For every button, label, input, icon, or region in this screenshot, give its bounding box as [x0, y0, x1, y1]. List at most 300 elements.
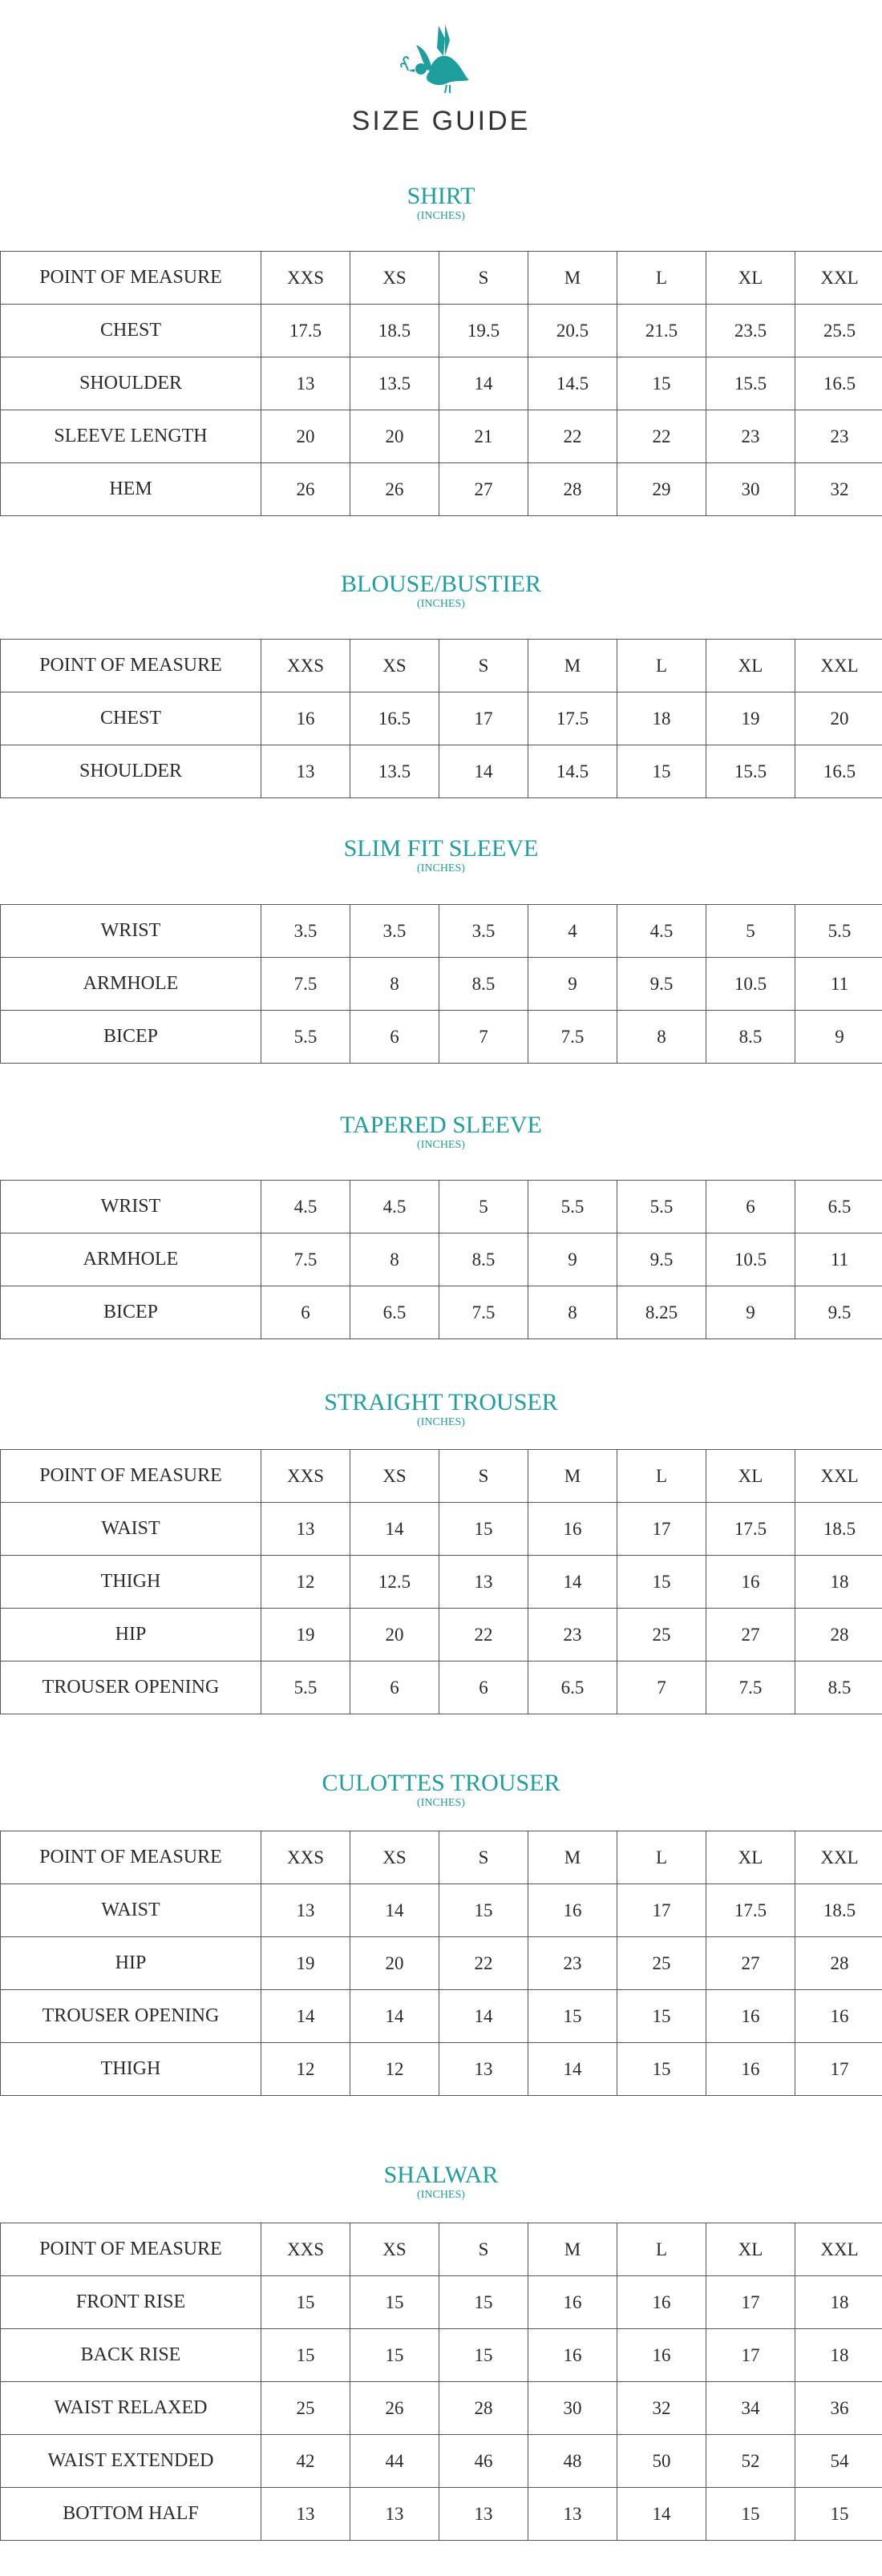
- table-row: [1, 2329, 882, 2382]
- measure-value: 18.5: [350, 305, 439, 357]
- measure-value: 17.5: [261, 305, 350, 357]
- dove-with-olive-branch-icon: [397, 24, 485, 108]
- size-table-shirt: [0, 251, 882, 516]
- measure-value: 4.5: [261, 1181, 350, 1233]
- measure-value: 7.5: [439, 1286, 528, 1339]
- column-header: L: [617, 252, 706, 305]
- column-header: XS: [350, 1450, 439, 1503]
- column-header: POINT OF MEASURE: [1, 252, 261, 305]
- column-header: M: [528, 640, 617, 692]
- table-row: [1, 2488, 882, 2541]
- measure-value: 6: [350, 1011, 439, 1064]
- measure-value: 22: [439, 1937, 528, 1990]
- section-heading-culottes-trouser: [0, 1770, 882, 1810]
- table-row: [1, 1503, 882, 1556]
- measure-value: 48: [528, 2435, 617, 2488]
- column-header: XXL: [795, 640, 882, 692]
- measure-value: 16: [706, 1556, 795, 1609]
- measure-value: 44: [350, 2435, 439, 2488]
- section-unit: (INCHES): [417, 862, 465, 874]
- measure-value: 34: [706, 2382, 795, 2435]
- measure-value: 4.5: [617, 905, 706, 958]
- table-row: [1, 905, 882, 958]
- column-header: S: [439, 640, 528, 692]
- table-header-row: [1, 1831, 882, 1884]
- measure-value: 14: [439, 745, 528, 798]
- column-header: XS: [350, 640, 439, 692]
- measure-value: 28: [795, 1609, 882, 1661]
- measure-value: 13: [261, 2488, 350, 2541]
- measure-label: HIP: [1, 1937, 261, 1990]
- column-header: XXL: [795, 252, 882, 305]
- measure-label: SHOULDER: [1, 745, 261, 798]
- column-header: L: [617, 1450, 706, 1503]
- measure-value: 7.5: [261, 958, 350, 1011]
- measure-value: 19: [706, 692, 795, 745]
- table-row: [1, 305, 882, 357]
- measure-value: 14: [439, 1990, 528, 2043]
- measure-value: 21: [439, 410, 528, 463]
- measure-label: BICEP: [1, 1286, 261, 1339]
- measure-value: 8.25: [617, 1286, 706, 1339]
- column-header: XXS: [261, 2223, 350, 2276]
- measure-value: 14.5: [528, 357, 617, 410]
- measure-value: 13: [439, 2488, 528, 2541]
- measure-value: 10.5: [706, 1233, 795, 1286]
- measure-value: 8: [528, 1286, 617, 1339]
- measure-value: 19: [261, 1609, 350, 1661]
- table-header-row: [1, 252, 882, 305]
- measure-value: 18.5: [795, 1884, 882, 1937]
- table-header-row: [1, 1450, 882, 1503]
- measure-value: 23.5: [706, 305, 795, 357]
- measure-value: 5: [439, 1181, 528, 1233]
- measure-value: 21.5: [617, 305, 706, 357]
- measure-value: 6: [439, 1661, 528, 1714]
- measure-value: 11: [795, 958, 882, 1011]
- measure-label: THIGH: [1, 2043, 261, 2096]
- measure-label: WAIST: [1, 1503, 261, 1556]
- measure-value: 46: [439, 2435, 528, 2488]
- measure-value: 30: [706, 463, 795, 516]
- measure-value: 7: [439, 1011, 528, 1064]
- measure-value: 13.5: [350, 745, 439, 798]
- measure-value: 8: [350, 1233, 439, 1286]
- measure-value: 13: [261, 1884, 350, 1937]
- measure-value: 16: [528, 2276, 617, 2329]
- measure-label: HIP: [1, 1609, 261, 1661]
- measure-value: 16: [261, 692, 350, 745]
- measure-value: 13: [439, 2043, 528, 2096]
- measure-label: TROUSER OPENING: [1, 1661, 261, 1714]
- measure-value: 5.5: [261, 1011, 350, 1064]
- table-row: [1, 1884, 882, 1937]
- measure-value: 8.5: [439, 1233, 528, 1286]
- section-heading-shirt: [0, 183, 882, 223]
- table-row: [1, 1556, 882, 1609]
- measure-value: 9: [528, 958, 617, 1011]
- measure-label: THIGH: [1, 1556, 261, 1609]
- column-header: XL: [706, 252, 795, 305]
- column-header: XXL: [795, 1450, 882, 1503]
- column-header: L: [617, 640, 706, 692]
- measure-value: 15: [528, 1990, 617, 2043]
- measure-value: 20: [350, 1609, 439, 1661]
- measure-value: 5.5: [528, 1181, 617, 1233]
- column-header: XL: [706, 1450, 795, 1503]
- measure-value: 18: [795, 2329, 882, 2382]
- measure-value: 11: [795, 1233, 882, 1286]
- measure-value: 26: [350, 2382, 439, 2435]
- measure-value: 14: [528, 2043, 617, 2096]
- measure-value: 28: [795, 1937, 882, 1990]
- measure-value: 13: [439, 1556, 528, 1609]
- column-header: M: [528, 1450, 617, 1503]
- measure-value: 17: [617, 1884, 706, 1937]
- measure-value: 6.5: [350, 1286, 439, 1339]
- table-row: [1, 1990, 882, 2043]
- measure-value: 18: [795, 2276, 882, 2329]
- size-table-tapered-sleeve: [0, 1180, 882, 1339]
- measure-value: 25.5: [795, 305, 882, 357]
- measure-value: 7.5: [261, 1233, 350, 1286]
- column-header: L: [617, 1831, 706, 1884]
- measure-value: 6.5: [795, 1181, 882, 1233]
- measure-value: 20: [350, 410, 439, 463]
- section-title: TAPERED SLEEVE: [340, 1112, 542, 1138]
- measure-value: 9.5: [617, 958, 706, 1011]
- table-row: [1, 2382, 882, 2435]
- page-title: SIZE GUIDE: [351, 106, 531, 136]
- measure-value: 13: [528, 2488, 617, 2541]
- measure-value: 50: [617, 2435, 706, 2488]
- section-unit: (INCHES): [417, 210, 465, 222]
- table-header-row: [1, 640, 882, 692]
- column-header: M: [528, 2223, 617, 2276]
- measure-label: SHOULDER: [1, 357, 261, 410]
- table-row: [1, 1181, 882, 1233]
- column-header: XXS: [261, 1450, 350, 1503]
- measure-value: 15: [795, 2488, 882, 2541]
- measure-value: 20: [350, 1937, 439, 1990]
- measure-value: 15: [261, 2276, 350, 2329]
- measure-value: 20: [795, 692, 882, 745]
- column-header: XXL: [795, 1831, 882, 1884]
- section-heading-tapered-sleeve: [0, 1112, 882, 1152]
- measure-label: CHEST: [1, 305, 261, 357]
- measure-value: 25: [261, 2382, 350, 2435]
- measure-value: 8: [617, 1011, 706, 1064]
- section-title: CULOTTES TROUSER: [322, 1770, 560, 1796]
- measure-value: 28: [439, 2382, 528, 2435]
- measure-value: 9.5: [795, 1286, 882, 1339]
- section-heading-blouse-bustier: [0, 571, 882, 611]
- measure-value: 5.5: [795, 905, 882, 958]
- measure-value: 15.5: [706, 745, 795, 798]
- measure-value: 22: [439, 1609, 528, 1661]
- measure-value: 15: [350, 2276, 439, 2329]
- measure-label: FRONT RISE: [1, 2276, 261, 2329]
- measure-value: 25: [617, 1609, 706, 1661]
- measure-value: 17: [706, 2276, 795, 2329]
- measure-value: 15: [706, 2488, 795, 2541]
- measure-value: 32: [617, 2382, 706, 2435]
- measure-label: BOTTOM HALF: [1, 2488, 261, 2541]
- column-header: M: [528, 1831, 617, 1884]
- measure-value: 18: [795, 1556, 882, 1609]
- measure-value: 12.5: [350, 1556, 439, 1609]
- table-row: [1, 1233, 882, 1286]
- measure-value: 5.5: [261, 1661, 350, 1714]
- measure-value: 52: [706, 2435, 795, 2488]
- measure-value: 19.5: [439, 305, 528, 357]
- measure-label: WAIST EXTENDED: [1, 2435, 261, 2488]
- size-table-shalwar: [0, 2223, 882, 2541]
- measure-value: 13: [261, 745, 350, 798]
- table-row: [1, 463, 882, 516]
- measure-label: WAIST RELAXED: [1, 2382, 261, 2435]
- measure-value: 10.5: [706, 958, 795, 1011]
- section-heading-straight-trouser: [0, 1389, 882, 1429]
- column-header: POINT OF MEASURE: [1, 2223, 261, 2276]
- measure-value: 17: [795, 2043, 882, 2096]
- measure-value: 8.5: [795, 1661, 882, 1714]
- measure-value: 15: [350, 2329, 439, 2382]
- section-unit: (INCHES): [417, 1416, 465, 1428]
- measure-value: 8.5: [706, 1011, 795, 1064]
- measure-label: CHEST: [1, 692, 261, 745]
- measure-value: 27: [439, 463, 528, 516]
- measure-value: 17: [706, 2329, 795, 2382]
- section-unit: (INCHES): [417, 598, 465, 610]
- measure-label: SLEEVE LENGTH: [1, 410, 261, 463]
- table-row: [1, 1011, 882, 1064]
- measure-value: 28: [528, 463, 617, 516]
- measure-value: 19: [261, 1937, 350, 1990]
- table-row: [1, 2043, 882, 2096]
- size-table-culottes-trouser: [0, 1831, 882, 2096]
- measure-value: 23: [795, 410, 882, 463]
- measure-value: 29: [617, 463, 706, 516]
- measure-value: 14: [350, 1503, 439, 1556]
- measure-value: 20.5: [528, 305, 617, 357]
- measure-value: 13.5: [350, 357, 439, 410]
- measure-value: 20: [261, 410, 350, 463]
- measure-value: 9: [528, 1233, 617, 1286]
- column-header: XXS: [261, 1831, 350, 1884]
- section-unit: (INCHES): [417, 1139, 465, 1151]
- measure-value: 27: [706, 1609, 795, 1661]
- measure-value: 15: [439, 2329, 528, 2382]
- measure-value: 15.5: [706, 357, 795, 410]
- measure-value: 4: [528, 905, 617, 958]
- measure-value: 16: [617, 2276, 706, 2329]
- measure-value: 12: [350, 2043, 439, 2096]
- measure-value: 16: [528, 1884, 617, 1937]
- measure-value: 9: [795, 1011, 882, 1064]
- section-heading-slim-fit-sleeve: [0, 835, 882, 875]
- measure-label: BACK RISE: [1, 2329, 261, 2382]
- measure-value: 8.5: [439, 958, 528, 1011]
- measure-value: 8: [350, 958, 439, 1011]
- measure-value: 14: [528, 1556, 617, 1609]
- measure-value: 16: [528, 1503, 617, 1556]
- measure-value: 16.5: [795, 745, 882, 798]
- measure-value: 22: [528, 410, 617, 463]
- measure-value: 30: [528, 2382, 617, 2435]
- table-row: [1, 1661, 882, 1714]
- measure-value: 15: [617, 2043, 706, 2096]
- measure-value: 6.5: [528, 1661, 617, 1714]
- table-row: [1, 958, 882, 1011]
- measure-value: 54: [795, 2435, 882, 2488]
- measure-value: 15: [617, 745, 706, 798]
- column-header: S: [439, 1831, 528, 1884]
- measure-value: 42: [261, 2435, 350, 2488]
- measure-value: 6: [261, 1286, 350, 1339]
- measure-value: 16: [795, 1990, 882, 2043]
- measure-value: 6: [706, 1181, 795, 1233]
- measure-value: 16: [528, 2329, 617, 2382]
- column-header: M: [528, 252, 617, 305]
- column-header: XXL: [795, 2223, 882, 2276]
- measure-value: 3.5: [261, 905, 350, 958]
- column-header: POINT OF MEASURE: [1, 640, 261, 692]
- measure-value: 17: [439, 692, 528, 745]
- measure-value: 15: [439, 1503, 528, 1556]
- section-title: SLIM FIT SLEEVE: [343, 835, 539, 862]
- measure-value: 16: [617, 2329, 706, 2382]
- measure-value: 14: [617, 2488, 706, 2541]
- measure-value: 7.5: [706, 1661, 795, 1714]
- column-header: XL: [706, 1831, 795, 1884]
- section-unit: (INCHES): [417, 1797, 465, 1809]
- measure-value: 36: [795, 2382, 882, 2435]
- table-row: [1, 1609, 882, 1661]
- measure-value: 14: [261, 1990, 350, 2043]
- column-header: POINT OF MEASURE: [1, 1450, 261, 1503]
- column-header: XXS: [261, 252, 350, 305]
- measure-label: ARMHOLE: [1, 1233, 261, 1286]
- section-title: BLOUSE/BUSTIER: [340, 571, 542, 597]
- column-header: XS: [350, 252, 439, 305]
- measure-value: 9.5: [617, 1233, 706, 1286]
- measure-value: 15: [617, 357, 706, 410]
- measure-value: 23: [528, 1937, 617, 1990]
- size-table-straight-trouser: [0, 1449, 882, 1714]
- column-header: POINT OF MEASURE: [1, 1831, 261, 1884]
- measure-value: 13: [350, 2488, 439, 2541]
- measure-label: HEM: [1, 463, 261, 516]
- table-row: [1, 410, 882, 463]
- measure-value: 16: [706, 1990, 795, 2043]
- table-row: [1, 1286, 882, 1339]
- column-header: XS: [350, 1831, 439, 1884]
- table-row: [1, 357, 882, 410]
- measure-value: 13: [261, 1503, 350, 1556]
- measure-value: 23: [706, 410, 795, 463]
- measure-value: 16.5: [350, 692, 439, 745]
- measure-label: TROUSER OPENING: [1, 1990, 261, 2043]
- measure-value: 12: [261, 1556, 350, 1609]
- measure-value: 9: [706, 1286, 795, 1339]
- measure-value: 16.5: [795, 357, 882, 410]
- measure-value: 15: [439, 1884, 528, 1937]
- measure-label: BICEP: [1, 1011, 261, 1064]
- measure-value: 15: [439, 2276, 528, 2329]
- section-title: STRAIGHT TROUSER: [324, 1389, 558, 1415]
- measure-value: 15: [261, 2329, 350, 2382]
- measure-value: 25: [617, 1937, 706, 1990]
- measure-value: 7: [617, 1661, 706, 1714]
- measure-value: 26: [261, 463, 350, 516]
- measure-value: 18.5: [795, 1503, 882, 1556]
- measure-value: 23: [528, 1609, 617, 1661]
- table-row: [1, 2276, 882, 2329]
- table-row: [1, 692, 882, 745]
- size-table-slim-fit-sleeve: [0, 904, 882, 1064]
- measure-value: 15: [617, 1556, 706, 1609]
- measure-value: 18: [617, 692, 706, 745]
- measure-label: WRIST: [1, 905, 261, 958]
- measure-value: 3.5: [439, 905, 528, 958]
- table-row: [1, 2435, 882, 2488]
- column-header: S: [439, 252, 528, 305]
- measure-value: 14: [439, 357, 528, 410]
- measure-value: 22: [617, 410, 706, 463]
- measure-value: 14.5: [528, 745, 617, 798]
- column-header: XS: [350, 2223, 439, 2276]
- measure-value: 15: [617, 1990, 706, 2043]
- measure-value: 6: [350, 1661, 439, 1714]
- measure-value: 17: [617, 1503, 706, 1556]
- measure-value: 3.5: [350, 905, 439, 958]
- measure-value: 14: [350, 1990, 439, 2043]
- column-header: XL: [706, 640, 795, 692]
- section-title: SHALWAR: [383, 2162, 499, 2188]
- measure-value: 17.5: [528, 692, 617, 745]
- table-row: [1, 745, 882, 798]
- measure-value: 4.5: [350, 1181, 439, 1233]
- column-header: XXS: [261, 640, 350, 692]
- measure-value: 16: [706, 2043, 795, 2096]
- measure-value: 17.5: [706, 1884, 795, 1937]
- table-header-row: [1, 2223, 882, 2276]
- section-unit: (INCHES): [417, 2189, 465, 2201]
- measure-value: 5: [706, 905, 795, 958]
- measure-label: WRIST: [1, 1181, 261, 1233]
- measure-label: WAIST: [1, 1884, 261, 1937]
- measure-value: 7.5: [528, 1011, 617, 1064]
- measure-value: 12: [261, 2043, 350, 2096]
- table-row: [1, 1937, 882, 1990]
- column-header: S: [439, 2223, 528, 2276]
- measure-value: 14: [350, 1884, 439, 1937]
- measure-label: ARMHOLE: [1, 958, 261, 1011]
- column-header: XL: [706, 2223, 795, 2276]
- measure-value: 17.5: [706, 1503, 795, 1556]
- measure-value: 27: [706, 1937, 795, 1990]
- section-heading-shalwar: [0, 2162, 882, 2202]
- size-table-blouse-bustier: [0, 639, 882, 798]
- measure-value: 5.5: [617, 1181, 706, 1233]
- measure-value: 13: [261, 357, 350, 410]
- measure-value: 26: [350, 463, 439, 516]
- measure-value: 32: [795, 463, 882, 516]
- section-title: SHIRT: [407, 183, 475, 209]
- column-header: S: [439, 1450, 528, 1503]
- column-header: L: [617, 2223, 706, 2276]
